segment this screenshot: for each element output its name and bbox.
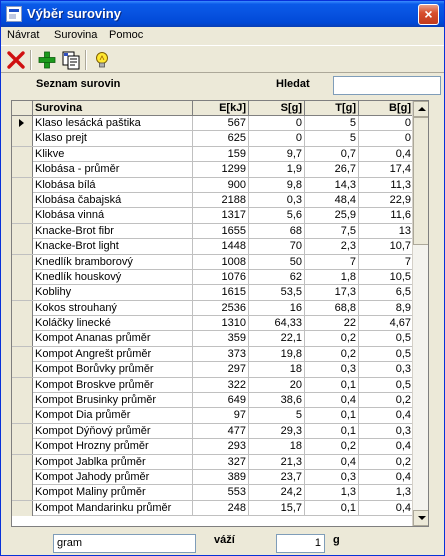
- ingredients-grid[interactable]: [11, 100, 429, 527]
- cell-carbs[interactable]: 18: [249, 362, 305, 377]
- cell-carbs[interactable]: 0,3: [249, 193, 305, 208]
- row-indicator[interactable]: [12, 239, 33, 254]
- table-row[interactable]: [12, 208, 414, 223]
- table-row[interactable]: [12, 285, 414, 300]
- cell-energy[interactable]: 297: [193, 362, 249, 377]
- cell-surovina[interactable]: Koblihy: [33, 285, 193, 300]
- cell-protein[interactable]: 22,9: [359, 193, 414, 208]
- cell-energy[interactable]: 322: [193, 378, 249, 393]
- table-row[interactable]: [12, 501, 414, 516]
- cell-carbs[interactable]: 5: [249, 408, 305, 423]
- cell-protein[interactable]: 13: [359, 224, 414, 239]
- cell-carbs[interactable]: 0: [249, 116, 305, 131]
- cell-carbs[interactable]: 19,8: [249, 347, 305, 362]
- cell-surovina[interactable]: Kompot Mandarinku průměr: [33, 501, 193, 516]
- cell-protein[interactable]: 11,3: [359, 178, 414, 193]
- cell-surovina[interactable]: Kompot Broskve průměr: [33, 378, 193, 393]
- cell-energy[interactable]: 389: [193, 470, 249, 485]
- cell-fat[interactable]: 48,4: [305, 193, 359, 208]
- cell-surovina[interactable]: Kompot Jablka průměr: [33, 455, 193, 470]
- cell-fat[interactable]: 25,9: [305, 208, 359, 223]
- table-row[interactable]: [12, 470, 414, 485]
- cell-fat[interactable]: 5: [305, 116, 359, 131]
- cell-carbs[interactable]: 9,8: [249, 178, 305, 193]
- cell-protein[interactable]: 0,4: [359, 147, 414, 162]
- cell-energy[interactable]: 1310: [193, 316, 249, 331]
- cell-protein[interactable]: 7: [359, 255, 414, 270]
- cell-protein[interactable]: 0,4: [359, 439, 414, 454]
- unit-short-label: g: [333, 534, 340, 546]
- cell-energy[interactable]: 159: [193, 147, 249, 162]
- cell-surovina[interactable]: Knedlík houskový: [33, 270, 193, 285]
- quantity-field[interactable]: 1: [276, 534, 325, 553]
- cell-fat[interactable]: 0,1: [305, 378, 359, 393]
- list-label: Seznam surovin: [36, 78, 121, 90]
- row-indicator[interactable]: [12, 116, 33, 131]
- scroll-down-button[interactable]: [413, 510, 429, 526]
- table-row[interactable]: [12, 224, 414, 239]
- add-green-plus-icon[interactable]: [36, 49, 58, 71]
- cell-protein[interactable]: 0,5: [359, 331, 414, 346]
- cell-carbs[interactable]: 20: [249, 378, 305, 393]
- cell-energy[interactable]: 1317: [193, 208, 249, 223]
- cell-carbs[interactable]: 22,1: [249, 331, 305, 346]
- row-indicator[interactable]: [12, 501, 33, 516]
- cell-energy[interactable]: 625: [193, 131, 249, 146]
- cell-carbs[interactable]: 64,33: [249, 316, 305, 331]
- cell-protein[interactable]: 17,4: [359, 162, 414, 177]
- search-input[interactable]: [333, 76, 441, 95]
- cell-fat[interactable]: 17,3: [305, 285, 359, 300]
- row-indicator[interactable]: [12, 470, 33, 485]
- cell-surovina[interactable]: Knacke-Brot light: [33, 239, 193, 254]
- weighs-label: váží: [214, 534, 235, 546]
- header-fat[interactable]: T[g]: [305, 101, 359, 116]
- arrow-up-icon: [418, 107, 426, 111]
- cell-protein[interactable]: 0,4: [359, 501, 414, 516]
- cell-fat[interactable]: 0,3: [305, 470, 359, 485]
- menu-pomoc[interactable]: Pomoc: [109, 29, 144, 41]
- row-indicator[interactable]: [12, 208, 33, 223]
- close-red-x-icon[interactable]: [5, 49, 27, 71]
- row-indicator[interactable]: [12, 362, 33, 377]
- cell-protein[interactable]: 0,4: [359, 408, 414, 423]
- row-indicator[interactable]: [12, 439, 33, 454]
- cell-protein[interactable]: 0: [359, 131, 414, 146]
- row-indicator[interactable]: [12, 301, 33, 316]
- cell-surovina[interactable]: Klobása vinná: [33, 208, 193, 223]
- toolbar-separator: [30, 50, 32, 70]
- cell-fat[interactable]: 0,7: [305, 147, 359, 162]
- cell-energy[interactable]: 373: [193, 347, 249, 362]
- scroll-up-button[interactable]: [413, 101, 429, 117]
- cell-fat[interactable]: 0,3: [305, 362, 359, 377]
- header-indicator: [12, 101, 33, 116]
- cell-protein[interactable]: 0,5: [359, 347, 414, 362]
- row-indicator[interactable]: [12, 131, 33, 146]
- cell-fat[interactable]: 0,2: [305, 439, 359, 454]
- bottom-bar: [1, 529, 444, 555]
- cell-surovina[interactable]: Knedlík bramborový: [33, 255, 193, 270]
- table-row[interactable]: [12, 455, 414, 470]
- table-row[interactable]: [12, 439, 414, 454]
- table-row[interactable]: [12, 378, 414, 393]
- cell-fat[interactable]: 0,2: [305, 331, 359, 346]
- row-indicator[interactable]: [12, 285, 33, 300]
- cell-energy[interactable]: 900: [193, 178, 249, 193]
- cell-carbs[interactable]: 23,7: [249, 470, 305, 485]
- cell-protein[interactable]: 1,3: [359, 485, 414, 500]
- cell-surovina[interactable]: Klobása čabajská: [33, 193, 193, 208]
- cell-energy[interactable]: 1655: [193, 224, 249, 239]
- table-row[interactable]: [12, 178, 414, 193]
- row-indicator[interactable]: [12, 162, 33, 177]
- cell-energy[interactable]: 567: [193, 116, 249, 131]
- table-row[interactable]: [12, 362, 414, 377]
- cell-carbs[interactable]: 29,3: [249, 424, 305, 439]
- table-row[interactable]: [12, 116, 414, 131]
- cell-fat[interactable]: 26,7: [305, 162, 359, 177]
- row-indicator[interactable]: [12, 485, 33, 500]
- cell-carbs[interactable]: 1,9: [249, 162, 305, 177]
- row-indicator[interactable]: [12, 347, 33, 362]
- row-indicator[interactable]: [12, 455, 33, 470]
- cell-surovina[interactable]: Klobása - průměr: [33, 162, 193, 177]
- row-indicator[interactable]: [12, 378, 33, 393]
- header-surovina[interactable]: Surovina: [33, 101, 193, 116]
- cell-carbs[interactable]: 62: [249, 270, 305, 285]
- cell-energy[interactable]: 2536: [193, 301, 249, 316]
- cell-carbs[interactable]: 5,6: [249, 208, 305, 223]
- row-indicator[interactable]: [12, 424, 33, 439]
- scroll-thumb[interactable]: [413, 117, 429, 245]
- app-icon: [6, 6, 22, 22]
- cell-carbs[interactable]: 21,3: [249, 455, 305, 470]
- cell-fat[interactable]: 0,1: [305, 424, 359, 439]
- cell-energy[interactable]: 1299: [193, 162, 249, 177]
- cell-surovina[interactable]: Kompot Dýňový průměr: [33, 424, 193, 439]
- cell-energy[interactable]: 359: [193, 331, 249, 346]
- cell-energy[interactable]: 327: [193, 455, 249, 470]
- cell-protein[interactable]: 0,3: [359, 362, 414, 377]
- cell-surovina[interactable]: Koláčky linecké: [33, 316, 193, 331]
- cell-carbs[interactable]: 24,2: [249, 485, 305, 500]
- table-row[interactable]: [12, 193, 414, 208]
- cell-energy[interactable]: 649: [193, 393, 249, 408]
- cell-energy[interactable]: 553: [193, 485, 249, 500]
- header-energy[interactable]: E[kJ]: [193, 101, 249, 116]
- cell-fat[interactable]: 0,4: [305, 455, 359, 470]
- window-title: Výběr suroviny: [27, 6, 121, 21]
- cell-energy[interactable]: 97: [193, 408, 249, 423]
- hint-lightbulb-icon[interactable]: [91, 49, 113, 71]
- cell-carbs[interactable]: 50: [249, 255, 305, 270]
- title-bar[interactable]: [1, 1, 444, 27]
- menu-bar: [1, 27, 444, 45]
- row-indicator[interactable]: [12, 224, 33, 239]
- cell-carbs[interactable]: 15,7: [249, 501, 305, 516]
- search-label: Hledat: [276, 78, 310, 90]
- cell-protein[interactable]: 0,2: [359, 393, 414, 408]
- row-indicator[interactable]: [12, 270, 33, 285]
- cell-energy[interactable]: 1615: [193, 285, 249, 300]
- cell-carbs[interactable]: 18: [249, 439, 305, 454]
- unit-field[interactable]: gram: [53, 534, 196, 553]
- row-indicator[interactable]: [12, 193, 33, 208]
- cell-fat[interactable]: 2,3: [305, 239, 359, 254]
- cell-protein[interactable]: 10,5: [359, 270, 414, 285]
- cell-protein[interactable]: 0,3: [359, 424, 414, 439]
- cell-surovina[interactable]: Kompot Ananas průměr: [33, 331, 193, 346]
- table-row[interactable]: [12, 255, 414, 270]
- cell-carbs[interactable]: 9,7: [249, 147, 305, 162]
- cell-surovina[interactable]: Kompot Maliny průměr: [33, 485, 193, 500]
- cell-surovina[interactable]: Klobása bílá: [33, 178, 193, 193]
- header-carbs[interactable]: S[g]: [249, 101, 305, 116]
- table-row[interactable]: [12, 424, 414, 439]
- cell-fat[interactable]: 7,5: [305, 224, 359, 239]
- row-indicator[interactable]: [12, 178, 33, 193]
- cell-surovina[interactable]: Klikve: [33, 147, 193, 162]
- cell-carbs[interactable]: 16: [249, 301, 305, 316]
- table-row[interactable]: [12, 316, 414, 331]
- cell-surovina[interactable]: Klaso lesácká paštika: [33, 116, 193, 131]
- cell-surovina[interactable]: Knacke-Brot fibr: [33, 224, 193, 239]
- cell-protein[interactable]: 4,67: [359, 316, 414, 331]
- cell-protein[interactable]: 6,5: [359, 285, 414, 300]
- toolbar: [1, 45, 444, 73]
- table-row[interactable]: [12, 162, 414, 177]
- cell-fat[interactable]: 1,3: [305, 485, 359, 500]
- table-row[interactable]: [12, 239, 414, 254]
- row-indicator[interactable]: [12, 147, 33, 162]
- table-row[interactable]: [12, 270, 414, 285]
- cell-surovina[interactable]: Kompot Brusinky průměr: [33, 393, 193, 408]
- cell-protein[interactable]: 10,7: [359, 239, 414, 254]
- table-row[interactable]: [12, 147, 414, 162]
- table-row[interactable]: [12, 485, 414, 500]
- cell-protein[interactable]: 0,5: [359, 378, 414, 393]
- cell-energy[interactable]: 477: [193, 424, 249, 439]
- cell-surovina[interactable]: Kompot Angrešt průměr: [33, 347, 193, 362]
- cell-energy[interactable]: 2188: [193, 193, 249, 208]
- window-close-button[interactable]: ×: [418, 4, 439, 25]
- table-row[interactable]: [12, 131, 414, 146]
- cell-carbs[interactable]: 68: [249, 224, 305, 239]
- grid-header: [12, 101, 414, 116]
- cell-fat[interactable]: 7: [305, 255, 359, 270]
- cell-protein[interactable]: 0,2: [359, 455, 414, 470]
- current-row-arrow-icon: [19, 119, 24, 127]
- cell-fat[interactable]: 68,8: [305, 301, 359, 316]
- cell-carbs[interactable]: 38,6: [249, 393, 305, 408]
- cell-fat[interactable]: 0,2: [305, 347, 359, 362]
- cell-protein[interactable]: 11,6: [359, 208, 414, 223]
- table-row[interactable]: [12, 331, 414, 346]
- cell-fat[interactable]: 5: [305, 131, 359, 146]
- cell-surovina[interactable]: Klaso prejt: [33, 131, 193, 146]
- cell-fat[interactable]: 22: [305, 316, 359, 331]
- cell-fat[interactable]: 0,1: [305, 501, 359, 516]
- cell-energy[interactable]: 1448: [193, 239, 249, 254]
- cell-surovina[interactable]: Kompot Hrozny průměr: [33, 439, 193, 454]
- table-row[interactable]: [12, 393, 414, 408]
- cell-energy[interactable]: 293: [193, 439, 249, 454]
- table-row[interactable]: [12, 301, 414, 316]
- cell-carbs[interactable]: 53,5: [249, 285, 305, 300]
- cell-energy[interactable]: 1008: [193, 255, 249, 270]
- cell-fat[interactable]: 1,8: [305, 270, 359, 285]
- cell-surovina[interactable]: Kompot Jahody průměr: [33, 470, 193, 485]
- copy-document-icon[interactable]: [60, 49, 82, 71]
- cell-surovina[interactable]: Kokos strouhaný: [33, 301, 193, 316]
- menu-navrat[interactable]: Návrat: [7, 29, 40, 41]
- cell-fat[interactable]: 14,3: [305, 178, 359, 193]
- row-indicator[interactable]: [12, 331, 33, 346]
- cell-fat[interactable]: 0,1: [305, 408, 359, 423]
- row-indicator[interactable]: [12, 255, 33, 270]
- cell-surovina[interactable]: Kompot Dia průměr: [33, 408, 193, 423]
- cell-energy[interactable]: 248: [193, 501, 249, 516]
- cell-protein[interactable]: 8,9: [359, 301, 414, 316]
- table-row[interactable]: [12, 408, 414, 423]
- cell-protein[interactable]: 0: [359, 116, 414, 131]
- row-indicator[interactable]: [12, 316, 33, 331]
- cell-surovina[interactable]: Kompot Borůvky průměr: [33, 362, 193, 377]
- arrow-down-icon: [418, 516, 426, 520]
- toolbar-separator: [85, 50, 87, 70]
- cell-carbs[interactable]: 0: [249, 131, 305, 146]
- row-indicator[interactable]: [12, 393, 33, 408]
- table-row[interactable]: [12, 347, 414, 362]
- row-indicator[interactable]: [12, 408, 33, 423]
- cell-protein[interactable]: 0,4: [359, 470, 414, 485]
- cell-carbs[interactable]: 70: [249, 239, 305, 254]
- cell-fat[interactable]: 0,4: [305, 393, 359, 408]
- cell-energy[interactable]: 1076: [193, 270, 249, 285]
- header-protein[interactable]: B[g]: [359, 101, 414, 116]
- menu-surovina[interactable]: Surovina: [54, 29, 98, 41]
- vertical-scrollbar[interactable]: [412, 101, 428, 526]
- grid-rows: [12, 116, 414, 516]
